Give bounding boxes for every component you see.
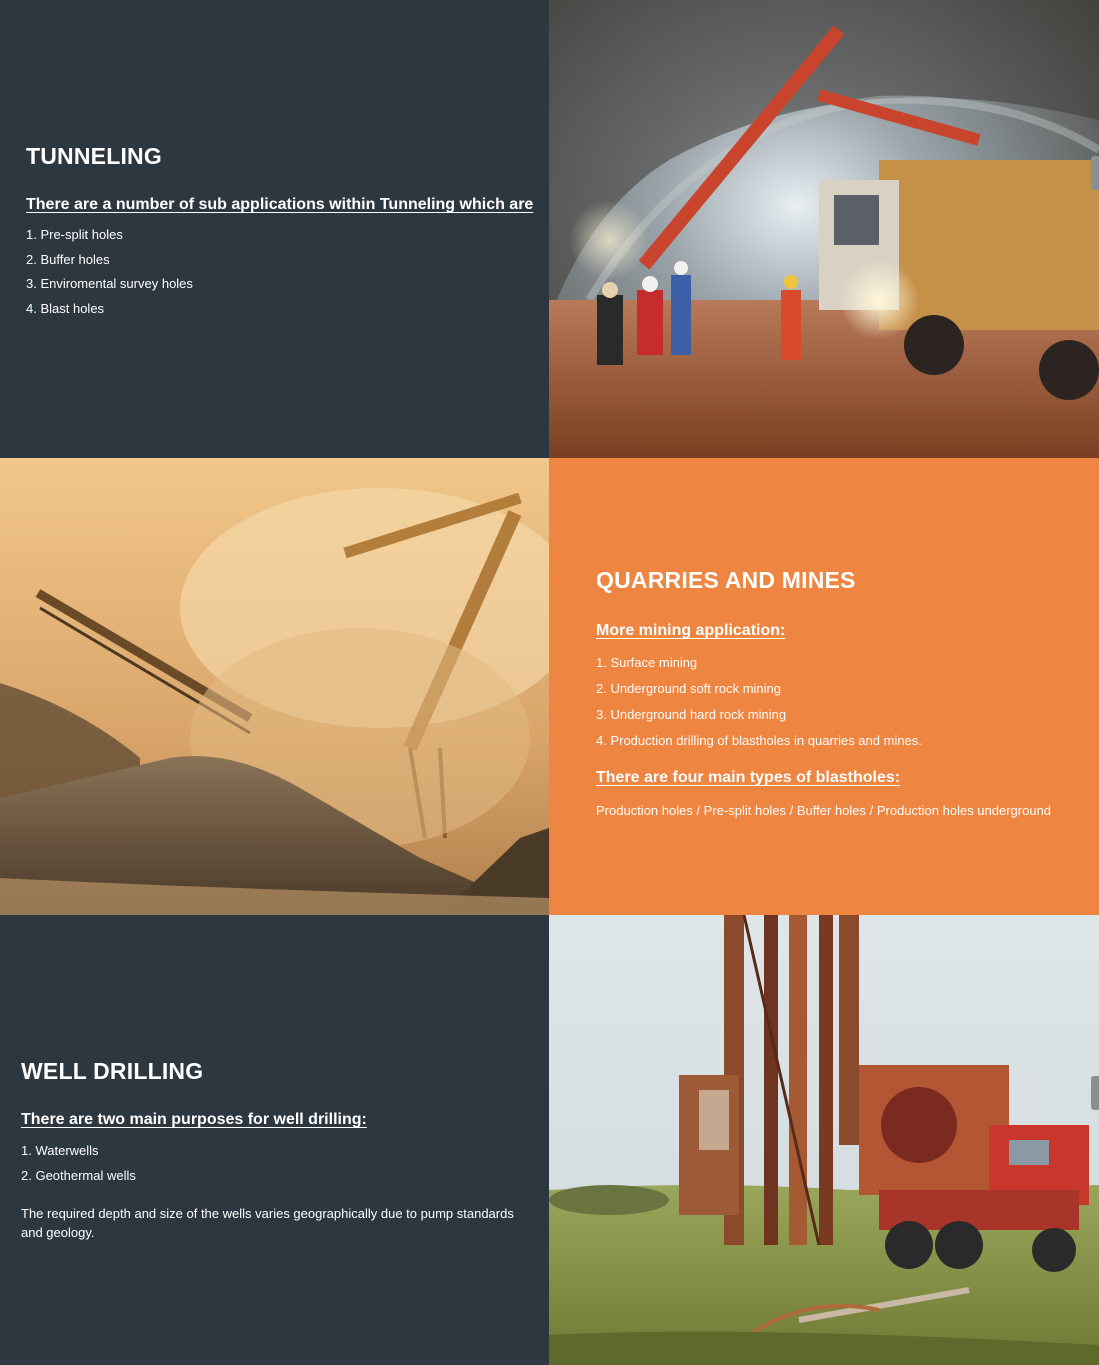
list-item: 4. Blast holes: [26, 300, 105, 316]
quarries-list: [596, 656, 1051, 747]
well-drilling-title: WELL DRILLING: [21, 1058, 204, 1084]
quarries-text-panel: [549, 458, 1099, 915]
quarry-conveyor-photo: [0, 458, 549, 915]
list-item: 1. Pre-split holes: [26, 227, 123, 242]
tunneling-section: [0, 0, 1099, 458]
blasthole-types: Production holes / Pre-split holes / Buffer holes / Production holes underground: [596, 803, 1052, 818]
quarries-title: QUARRIES AND MINES: [596, 567, 856, 593]
tunneling-title: TUNNELING: [26, 143, 162, 169]
list-item: 2. Buffer holes: [26, 251, 110, 267]
well-drilling-section: [0, 915, 1099, 1365]
well-drilling-list: [21, 1144, 531, 1182]
list-item: 3. Underground hard rock mining: [596, 707, 787, 722]
quarries-section: [0, 458, 1099, 915]
blasthole-types-subtitle: There are four main types of blastholes:: [596, 769, 901, 786]
tunneling-text-panel: [0, 0, 549, 458]
list-item: 1. Waterwells: [21, 1143, 99, 1158]
list-item: 2. Underground soft rock mining: [596, 681, 781, 696]
scroll-edge-handle: [1091, 156, 1099, 190]
tunneling-subtitle: There are a number of sub applications within Tunneling which are: [26, 196, 534, 213]
tunnel-drilling-photo: [549, 0, 1099, 458]
well-drilling-text-panel: [0, 915, 549, 1365]
well-drilling-subtitle: There are two main purposes for well drilling:: [21, 1111, 367, 1128]
list-item: 2. Geothermal wells: [21, 1168, 136, 1183]
well-drilling-description: The required depth and size of the wells varies geographically due to pump standards and geology.: [21, 1206, 514, 1240]
list-item: 1. Surface mining: [596, 655, 698, 670]
list-item: 3. Enviromental survey holes: [26, 276, 193, 291]
list-item: 4. Production drilling of blastholes in quarries and mines.: [596, 733, 922, 748]
tunneling-list: [26, 228, 533, 315]
well-drilling-rig-photo: [549, 915, 1099, 1365]
scroll-edge-handle: [1091, 1076, 1099, 1110]
quarries-subtitle: More mining application:: [596, 622, 786, 639]
